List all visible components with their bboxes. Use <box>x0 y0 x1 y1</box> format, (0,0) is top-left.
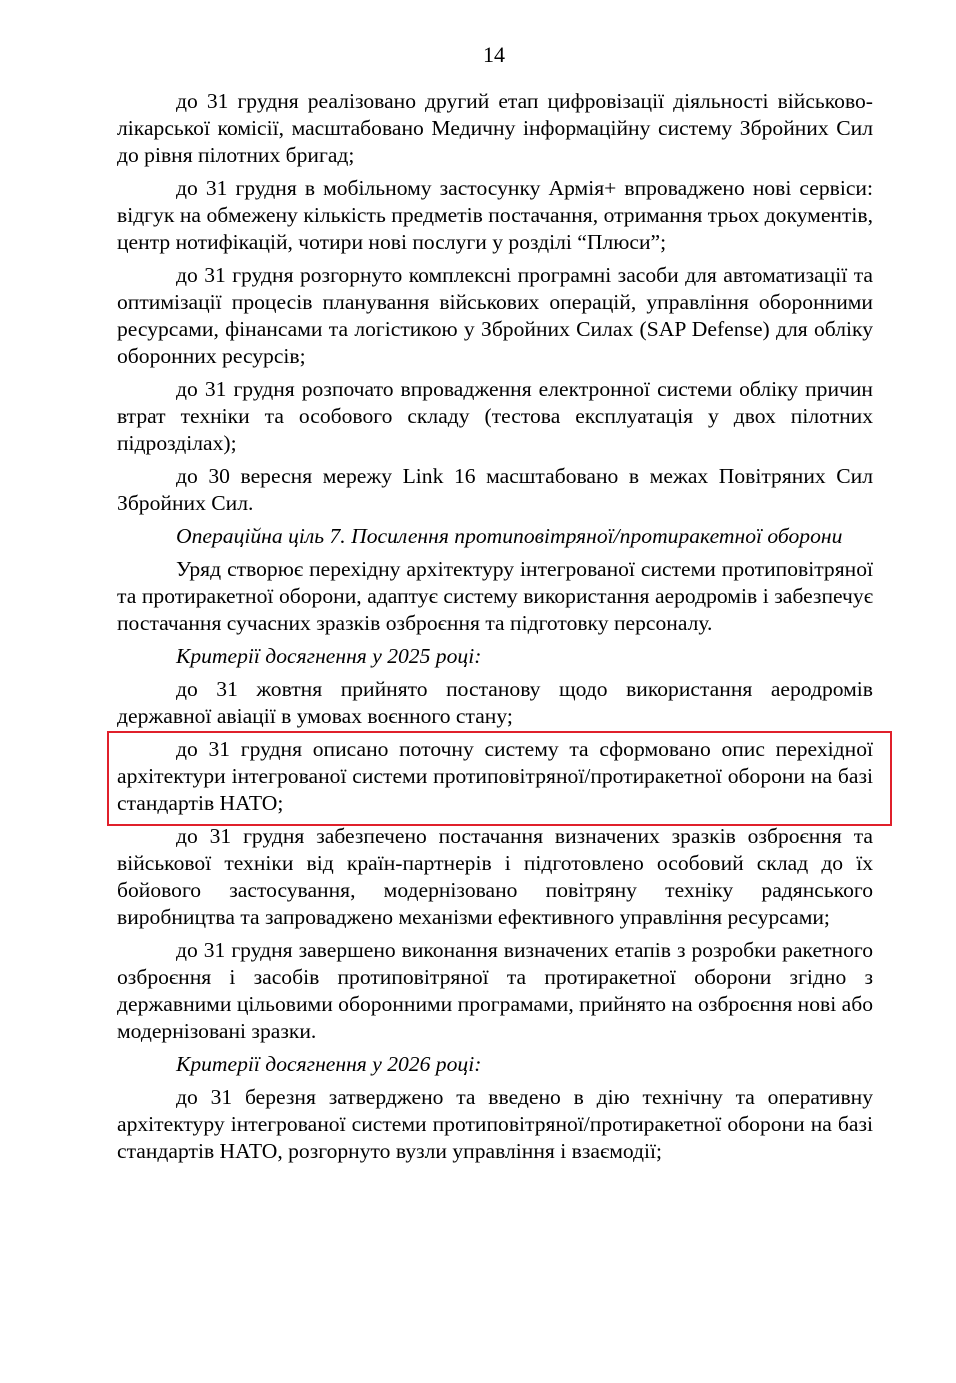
document-body <box>117 88 873 1171</box>
paragraph-airfields-resolution: до 31 жовтня прийнято постанову щодо використання аеродромів державної авіації в умовах воєнного стану; <box>117 677 873 728</box>
highlighted-paragraph <box>117 736 873 817</box>
highlighted-paragraph-text: до 31 грудня описано поточну систему та сформовано опис перехідної архітектури інтегрованої системи протиповітряної/протиракетної оборони на базі стандартів НАТО; <box>117 737 873 815</box>
paragraph-link-16: до 30 вересня мережу Link 16 масштабовано в межах Повітряних Сил Збройних Сил. <box>117 464 873 515</box>
paragraph-army-plus-app: до 31 грудня в мобільному застосунку Армія+ впроваджено нові сервіси: відгук на обмежену кількість предметів постачання, отримання трьох документів, центр нотифікацій, чотири нові послуги у розділі “Плюси”; <box>117 176 873 254</box>
section-heading-operational-goal-7: Операційна ціль 7. Посилення протиповітряної/протиракетної оборони <box>176 524 843 548</box>
paragraph-military-medical-digitalization: до 31 грудня реалізовано другий етап цифровізації діяльності військово-лікарської комісії, масштабовано Медичну інформаційну систему Збройних Сил до рівня пілотних бригад; <box>117 89 873 167</box>
criteria-heading-2025: Критерії досягнення у 2025 році: <box>176 644 482 668</box>
paragraph-missile-development: до 31 грудня завершено виконання визначених етапів з розробки ракетного озброєння і засобів протиповітряної та протиракетної оборони згідно з державними цільовими оборонними програмами, прийнято на озброєння нові або модернізовані зразки. <box>117 938 873 1043</box>
paragraph-sap-defense: до 31 грудня розгорнуто комплексні програмні засоби для автоматизації та оптимізації процесів планування військових операцій, управління оборонними ресурсами, фінансами та логістикою у Збройних Силах (SAP Defense) для обліку оборонних ресурсів; <box>117 263 873 368</box>
paragraph-architecture-approval: до 31 березня затверджено та введено в дію технічну та оперативну архітектуру інтегрованої системи протиповітряної/протиракетної оборони на базі стандартів НАТО, розгорнуто вузли управління і взаємодії; <box>117 1085 873 1163</box>
paragraph-weapons-supply: до 31 грудня забезпечено постачання визначених зразків озброєння та військової техніки від країн-партнерів і підготовлено особовий склад до їх бойового застосування, модернізовано повітряну техніку радянського виробництва та запроваджено механізми ефективного управління ресурсами; <box>117 824 873 929</box>
paragraph-loss-accounting-system: до 31 грудня розпочато впровадження електронної системи обліку причин втрат техніки та особового складу (тестова експлуатація у двох пілотних підрозділах); <box>117 377 873 455</box>
page-number: 14 <box>483 42 505 67</box>
paragraph-government-intro: Уряд створює перехідну архітектуру інтегрованої системи протиповітряної та протиракетної оборони, адаптує систему використання аеродромів і забезпечує постачання сучасних зразків озброєння та підготовку персоналу. <box>117 557 873 635</box>
criteria-heading-2026: Критерії досягнення у 2026 році: <box>176 1052 482 1076</box>
